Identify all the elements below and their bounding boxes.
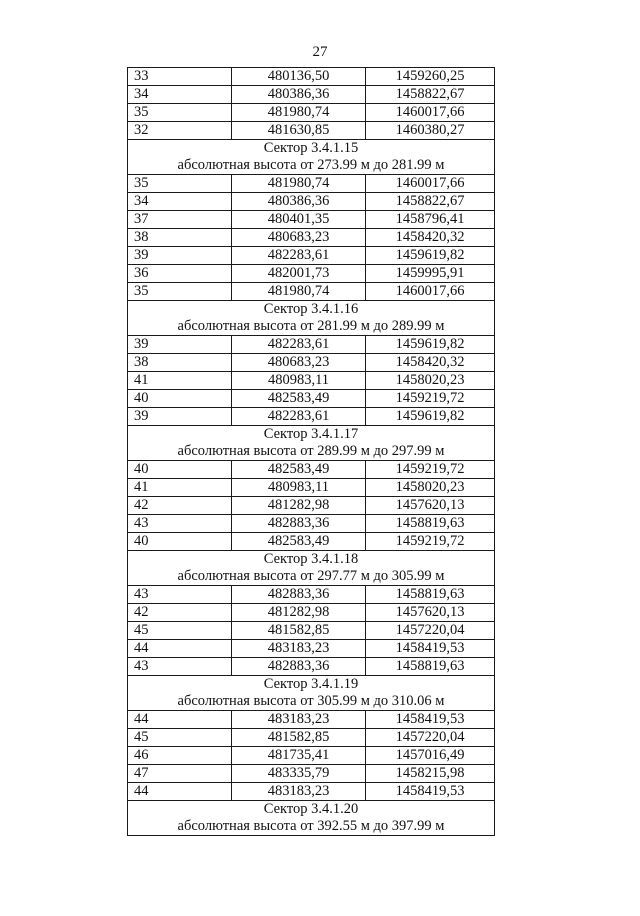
- table-row: [128, 229, 495, 247]
- point-number: 33: [128, 68, 232, 86]
- sector-title: Сектор 3.4.1.16: [128, 301, 495, 319]
- coordinate-y: 1459619,82: [366, 408, 495, 426]
- coordinate-y: 1457220,04: [366, 729, 495, 747]
- sector-altitude-row: [128, 157, 495, 175]
- point-number: 39: [128, 247, 232, 265]
- table-row: [128, 497, 495, 515]
- coordinate-x: 481282,98: [232, 497, 366, 515]
- point-number: 43: [128, 586, 232, 604]
- coordinate-y: 1458796,41: [366, 211, 495, 229]
- coordinate-x: 480386,36: [232, 193, 366, 211]
- sector-altitude-range: абсолютная высота от 392.55 м до 397.99 м: [128, 818, 495, 836]
- coordinate-y: 1458420,32: [366, 354, 495, 372]
- coordinate-x: 481980,74: [232, 104, 366, 122]
- coordinate-x: 482883,36: [232, 658, 366, 676]
- sector-altitude-row: [128, 318, 495, 336]
- coordinate-y: 1458419,53: [366, 711, 495, 729]
- table-row: [128, 193, 495, 211]
- table-row: [128, 765, 495, 783]
- point-number: 44: [128, 711, 232, 729]
- table-row: [128, 622, 495, 640]
- coordinates-table-body: [128, 68, 495, 836]
- coordinate-y: 1460017,66: [366, 104, 495, 122]
- page-number: 27: [312, 44, 328, 60]
- point-number: 45: [128, 622, 232, 640]
- table-row: [128, 783, 495, 801]
- coordinate-x: 481582,85: [232, 729, 366, 747]
- coordinate-x: 482583,49: [232, 390, 366, 408]
- table-row: [128, 658, 495, 676]
- table-row: [128, 729, 495, 747]
- coordinate-x: 481735,41: [232, 747, 366, 765]
- table-row: [128, 86, 495, 104]
- coordinate-y: 1458215,98: [366, 765, 495, 783]
- coordinate-y: 1458419,53: [366, 640, 495, 658]
- coordinate-y: 1458819,63: [366, 515, 495, 533]
- sector-altitude-range: абсолютная высота от 281.99 м до 289.99 м: [128, 318, 495, 336]
- table-row: [128, 175, 495, 193]
- table-row: [128, 283, 495, 301]
- point-number: 41: [128, 372, 232, 390]
- coordinate-y: 1460017,66: [366, 175, 495, 193]
- coordinate-y: 1458819,63: [366, 586, 495, 604]
- sector-altitude-range: абсолютная высота от 297.77 м до 305.99 м: [128, 568, 495, 586]
- sector-title-row: [128, 801, 495, 819]
- point-number: 32: [128, 122, 232, 140]
- point-number: 40: [128, 533, 232, 551]
- coordinate-y: 1459219,72: [366, 461, 495, 479]
- sector-altitude-row: [128, 818, 495, 836]
- sector-altitude-row: [128, 693, 495, 711]
- table-row: [128, 68, 495, 86]
- sector-title-row: [128, 140, 495, 158]
- coordinate-x: 482283,61: [232, 247, 366, 265]
- table-row: [128, 247, 495, 265]
- coordinate-x: 480683,23: [232, 354, 366, 372]
- table-row: [128, 461, 495, 479]
- coordinate-x: 482283,61: [232, 336, 366, 354]
- table-row: [128, 711, 495, 729]
- sector-title: Сектор 3.4.1.19: [128, 676, 495, 694]
- coordinate-x: 481582,85: [232, 622, 366, 640]
- sector-altitude-row: [128, 443, 495, 461]
- point-number: 38: [128, 229, 232, 247]
- coordinate-y: 1458822,67: [366, 86, 495, 104]
- point-number: 42: [128, 604, 232, 622]
- table-row: [128, 122, 495, 140]
- sector-title: Сектор 3.4.1.18: [128, 551, 495, 569]
- coordinate-x: 482283,61: [232, 408, 366, 426]
- table-row: [128, 265, 495, 283]
- coordinate-x: 482883,36: [232, 515, 366, 533]
- coordinate-x: 482001,73: [232, 265, 366, 283]
- coordinate-y: 1458020,23: [366, 479, 495, 497]
- sector-title: Сектор 3.4.1.15: [128, 140, 495, 158]
- coordinate-x: 482583,49: [232, 533, 366, 551]
- coordinate-y: 1458420,32: [366, 229, 495, 247]
- coordinates-table: [127, 67, 495, 836]
- point-number: 43: [128, 658, 232, 676]
- sector-title: Сектор 3.4.1.17: [128, 426, 495, 444]
- table-row: [128, 336, 495, 354]
- coordinate-y: 1457220,04: [366, 622, 495, 640]
- sector-altitude-range: абсолютная высота от 305.99 м до 310.06 м: [128, 693, 495, 711]
- sector-altitude-range: абсолютная высота от 289.99 м до 297.99 м: [128, 443, 495, 461]
- coordinate-x: 481980,74: [232, 283, 366, 301]
- coordinate-x: 483183,23: [232, 640, 366, 658]
- coordinate-y: 1458419,53: [366, 783, 495, 801]
- coordinate-y: 1458020,23: [366, 372, 495, 390]
- coordinate-x: 480983,11: [232, 372, 366, 390]
- sector-title-row: [128, 426, 495, 444]
- coordinate-x: 480683,23: [232, 229, 366, 247]
- coordinate-y: 1458822,67: [366, 193, 495, 211]
- coordinate-x: 481282,98: [232, 604, 366, 622]
- table-row: [128, 390, 495, 408]
- coordinate-y: 1459995,91: [366, 265, 495, 283]
- point-number: 40: [128, 461, 232, 479]
- table-row: [128, 533, 495, 551]
- table-row: [128, 211, 495, 229]
- table-row: [128, 354, 495, 372]
- point-number: 34: [128, 193, 232, 211]
- table-row: [128, 640, 495, 658]
- coordinate-x: 480136,50: [232, 68, 366, 86]
- coordinate-x: 482583,49: [232, 461, 366, 479]
- point-number: 46: [128, 747, 232, 765]
- coordinate-x: 482883,36: [232, 586, 366, 604]
- point-number: 35: [128, 283, 232, 301]
- coordinate-y: 1457016,49: [366, 747, 495, 765]
- point-number: 44: [128, 640, 232, 658]
- coordinate-y: 1459219,72: [366, 390, 495, 408]
- table-row: [128, 604, 495, 622]
- table-row: [128, 515, 495, 533]
- sector-title-row: [128, 301, 495, 319]
- coordinate-x: 480401,35: [232, 211, 366, 229]
- coordinate-y: 1459619,82: [366, 247, 495, 265]
- sector-title: Сектор 3.4.1.20: [128, 801, 495, 819]
- point-number: 47: [128, 765, 232, 783]
- coordinate-x: 483183,23: [232, 711, 366, 729]
- point-number: 35: [128, 175, 232, 193]
- table-row: [128, 586, 495, 604]
- point-number: 39: [128, 336, 232, 354]
- coordinate-x: 483335,79: [232, 765, 366, 783]
- coordinate-y: 1457620,13: [366, 497, 495, 515]
- point-number: 34: [128, 86, 232, 104]
- point-number: 36: [128, 265, 232, 283]
- point-number: 42: [128, 497, 232, 515]
- coordinate-y: 1458819,63: [366, 658, 495, 676]
- coordinate-y: 1459619,82: [366, 336, 495, 354]
- point-number: 39: [128, 408, 232, 426]
- coordinate-x: 481630,85: [232, 122, 366, 140]
- coordinate-y: 1459260,25: [366, 68, 495, 86]
- coordinate-y: 1457620,13: [366, 604, 495, 622]
- coordinate-y: 1459219,72: [366, 533, 495, 551]
- coordinate-x: 483183,23: [232, 783, 366, 801]
- table-row: [128, 104, 495, 122]
- table-row: [128, 372, 495, 390]
- point-number: 38: [128, 354, 232, 372]
- point-number: 43: [128, 515, 232, 533]
- table-row: [128, 479, 495, 497]
- point-number: 40: [128, 390, 232, 408]
- sector-title-row: [128, 551, 495, 569]
- point-number: 44: [128, 783, 232, 801]
- sector-title-row: [128, 676, 495, 694]
- point-number: 37: [128, 211, 232, 229]
- coordinate-x: 480983,11: [232, 479, 366, 497]
- point-number: 45: [128, 729, 232, 747]
- point-number: 35: [128, 104, 232, 122]
- coordinate-y: 1460017,66: [366, 283, 495, 301]
- coordinate-y: 1460380,27: [366, 122, 495, 140]
- table-row: [128, 747, 495, 765]
- coordinate-x: 481980,74: [232, 175, 366, 193]
- sector-altitude-row: [128, 568, 495, 586]
- point-number: 41: [128, 479, 232, 497]
- table-row: [128, 408, 495, 426]
- coordinate-x: 480386,36: [232, 86, 366, 104]
- sector-altitude-range: абсолютная высота от 273.99 м до 281.99 м: [128, 157, 495, 175]
